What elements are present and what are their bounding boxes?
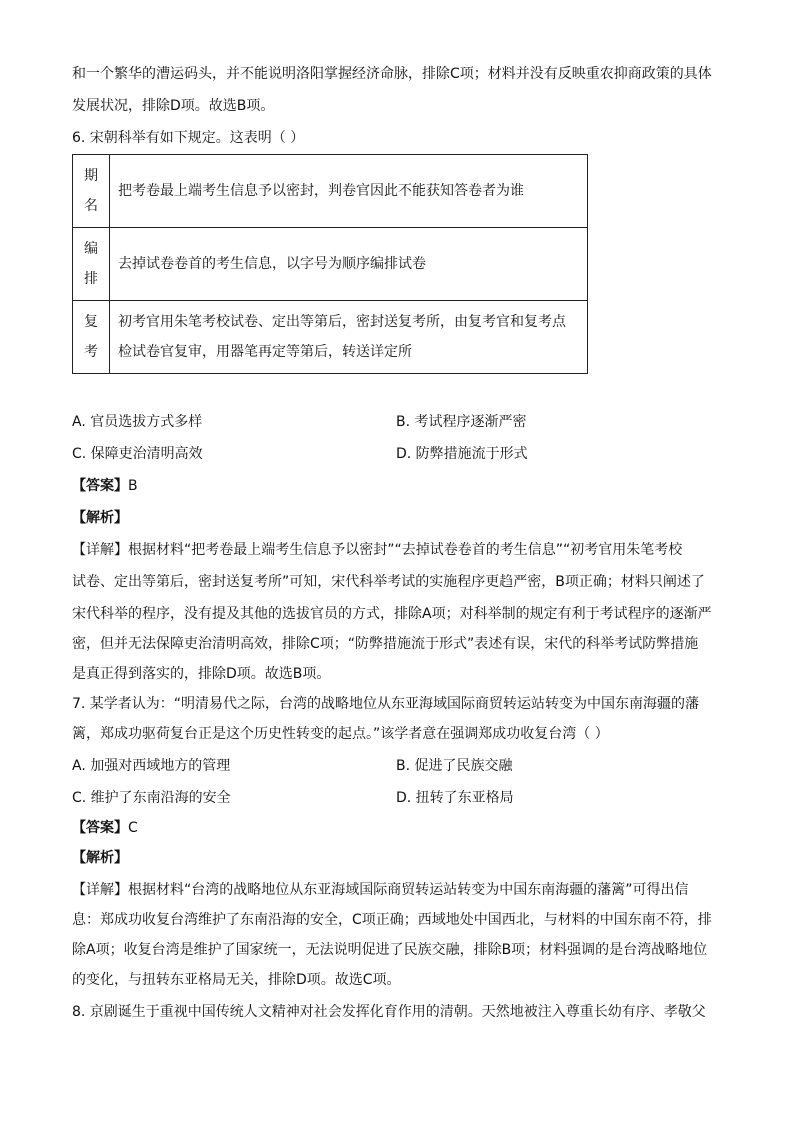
q7-option-d: D. 扭转了东亚格局 [396,790,514,806]
row-text: 把考卷最上端考生信息予以密封，判卷官因此不能获知答卷者为谁 [110,155,588,228]
row-key: 复 考 [73,301,110,374]
q6-option-c: C. 保障吏治清明高效 [72,446,203,462]
q7-option-b: B. 促进了民族交融 [396,758,513,774]
q7-analysis-label: 【解析】 [72,850,128,866]
q6-option-b: B. 考试程序逐渐严密 [396,414,527,430]
q6-stem: 6. 宋朝科举有如下规定。这表明（ ） [72,130,305,146]
q7-stem-line-2: 篱，郑成功驱荷复台正是这个历史性转变的起点。”该学者意在强调郑成功收复台湾（ ） [72,726,609,742]
q6-detail-line-2: 试卷、定出等第后，密封送复考所”可知，宋代科举考试的实施程序更趋严密，B项正确；材料只阐述了 [72,574,705,590]
q6-detail-line-5: 是真正得到落实的，排除D项。故选B项。 [72,666,331,682]
table-row [73,301,588,374]
q7-option-c: C. 维护了东南沿海的安全 [72,790,231,806]
q6-analysis-label: 【解析】 [72,510,128,526]
q7-detail-line-1: 【详解】根据材料“台湾的战略地位从东亚海域国际商贸转运站转变为中国东南海疆的藩篱”可得出信 [72,882,689,898]
q7-detail-line-3: 除A项；收复台湾是维护了国家统一，无法说明促进了民族交融，排除B项；材料强调的是台湾战略地位 [72,942,708,958]
q7-detail-line-4: 的变化，与扭转东亚格局无关，排除D项。故选C项。 [72,972,401,988]
table-row [73,155,588,228]
row-key: 期 名 [73,155,110,228]
q7-answer: 【答案】C [72,820,138,836]
q6-rules-table [72,154,588,374]
q8-stem: 8. 京剧诞生于重视中国传统人文精神对社会发挥化育作用的清朝。天然地被注入尊重长幼有序、孝敬父 [72,1004,706,1020]
prev-text-line-1: 和一个繁华的漕运码头，并不能说明洛阳掌握经济命脉，排除C项；材料并没有反映重农抑商政策的具体 [72,66,712,82]
row-key: 编 排 [73,228,110,301]
q6-option-d: D. 防弊措施流于形式 [396,446,528,462]
q6-detail-line-4: 密，但并无法保障吏治清明高效，排除C项；“防弊措施流于形式”表述有误，宋代的科举考试防弊措施 [72,636,699,652]
q7-stem-line-1: 7. 某学者认为：“明清易代之际，台湾的战略地位从东亚海域国际商贸转运站转变为中国东南海疆的藩 [72,696,700,712]
prev-text-line-2: 发展状况，排除D项。故选B项。 [72,98,275,114]
q7-option-a: A. 加强对西域地方的管理 [72,758,231,774]
q6-detail-line-3: 宋代科举的程序，没有提及其他的选拔官员的方式，排除A项；对科举制的规定有利于考试程序的逐渐严 [72,606,712,622]
table-row [73,228,588,301]
row-text: 初考官用朱笔考校试卷、定出等第后，密封送复考所，由复考官和复考点 检试卷官复审，用器笔再定等第后，转送详定所 [110,301,588,374]
q7-detail-line-2: 息：郑成功收复台湾维护了东南沿海的安全，C项正确；西域地处中国西北，与材料的中国东南不符，排 [72,912,712,928]
row-text: 去掉试卷卷首的考生信息，以字号为顺序编排试卷 [110,228,588,301]
q6-detail-line-1: 【详解】根据材料“把考卷最上端考生信息予以密封”“去掉试卷卷首的考生信息”“初考官用朱笔考校 [72,542,683,558]
q6-answer: 【答案】B [72,478,138,494]
q6-option-a: A. 官员选拔方式多样 [72,414,203,430]
